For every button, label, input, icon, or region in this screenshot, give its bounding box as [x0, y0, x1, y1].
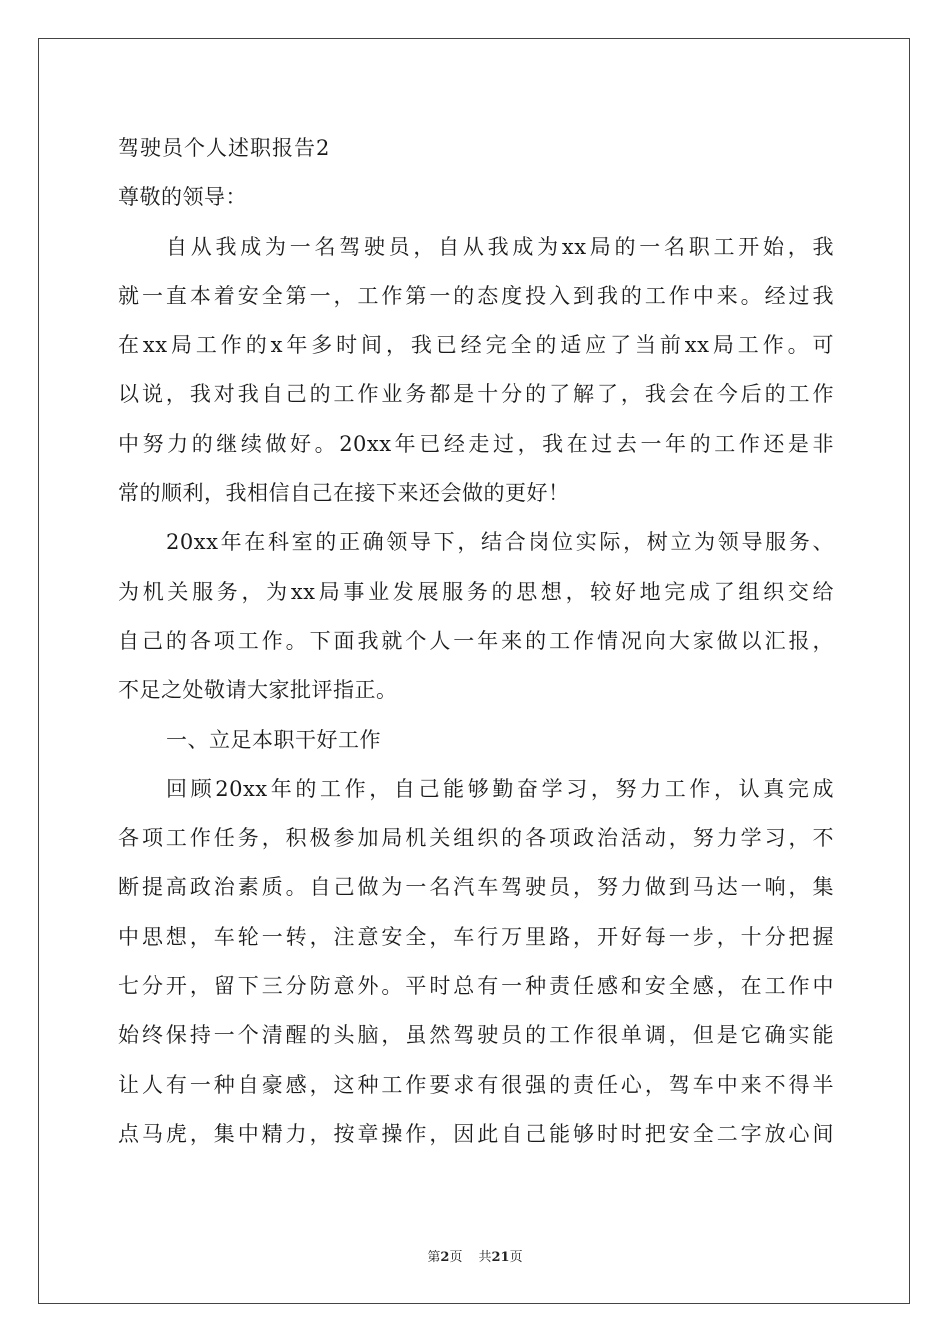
paragraph-line: 为机关服务，为xx局事业发展服务的思想，较好地完成了组织交给	[118, 579, 834, 604]
paragraph-line: 中思想，车轮一转，注意安全，车行万里路，开好每一步，十分把握	[118, 924, 834, 949]
total-prefix: 共	[478, 1250, 492, 1265]
paragraph-line: 就一直本着安全第一，工作第一的态度投入到我的工作中来。经过我	[118, 283, 834, 308]
page-unit: 页	[449, 1250, 463, 1265]
paragraph-line: 回顾20xx年的工作，自己能够勤奋学习，努力工作，认真完成	[166, 776, 834, 801]
total-page-count: 21	[491, 1250, 510, 1265]
section-heading-text: 一、立足本职干好工作	[166, 727, 381, 752]
page-footer	[0, 1246, 950, 1265]
document-title: 驾驶员个人述职报告2	[118, 136, 331, 160]
paragraph-line: 中努力的继续做好。20xx年已经走过，我在过去一年的工作还是非	[118, 431, 834, 456]
paragraph-line: 七分开，留下三分防意外。平时总有一种责任感和安全感，在工作中	[118, 974, 834, 999]
paragraph-line: 让人有一种自豪感，这种工作要求有很强的责任心，驾车中来不得半	[118, 1072, 834, 1097]
current-page-number: 2	[440, 1250, 450, 1265]
paragraph-line: 自己的各项工作。下面我就个人一年来的工作情况向大家做以汇报，	[118, 628, 834, 653]
paragraph-line: 不足之处敬请大家批评指正。	[118, 678, 398, 703]
section-heading	[118, 716, 834, 765]
paragraph-line: 常的顺利，我相信自己在接下来还会做的更好！	[118, 481, 570, 506]
paragraph-line: 始终保持一个清醒的头脑，虽然驾驶员的工作很单调，但是它确实能	[118, 1023, 834, 1048]
paragraph-line: 以说，我对我自己的工作业务都是十分的了解了，我会在今后的工作	[118, 382, 834, 407]
total-unit: 页	[509, 1250, 523, 1265]
paragraph	[118, 765, 834, 1159]
page-prefix: 第	[427, 1250, 441, 1265]
paragraph-line: 自从我成为一名驾驶员，自从我成为xx局的一名职工开始，我	[166, 234, 834, 259]
paragraph-line: 点马虎，集中精力，按章操作，因此自己能够时时把安全二字放心间	[118, 1121, 834, 1146]
paragraph-line: 各项工作任务，积极参加局机关组织的各项政治活动，努力学习，不	[118, 826, 834, 851]
paragraph-line: 20xx年在科室的正确领导下，结合岗位实际，树立为领导服务、	[166, 530, 834, 555]
paragraph-line: 断提高政治素质。自己做为一名汽车驾驶员，努力做到马达一响，集	[118, 875, 834, 900]
paragraph	[118, 518, 834, 715]
paragraph	[118, 223, 834, 519]
greeting: 尊敬的领导：	[118, 185, 247, 210]
document-body	[118, 124, 834, 1159]
paragraph-line: 在xx局工作的x年多时间，我已经完全的适应了当前xx局工作。可	[118, 333, 834, 358]
